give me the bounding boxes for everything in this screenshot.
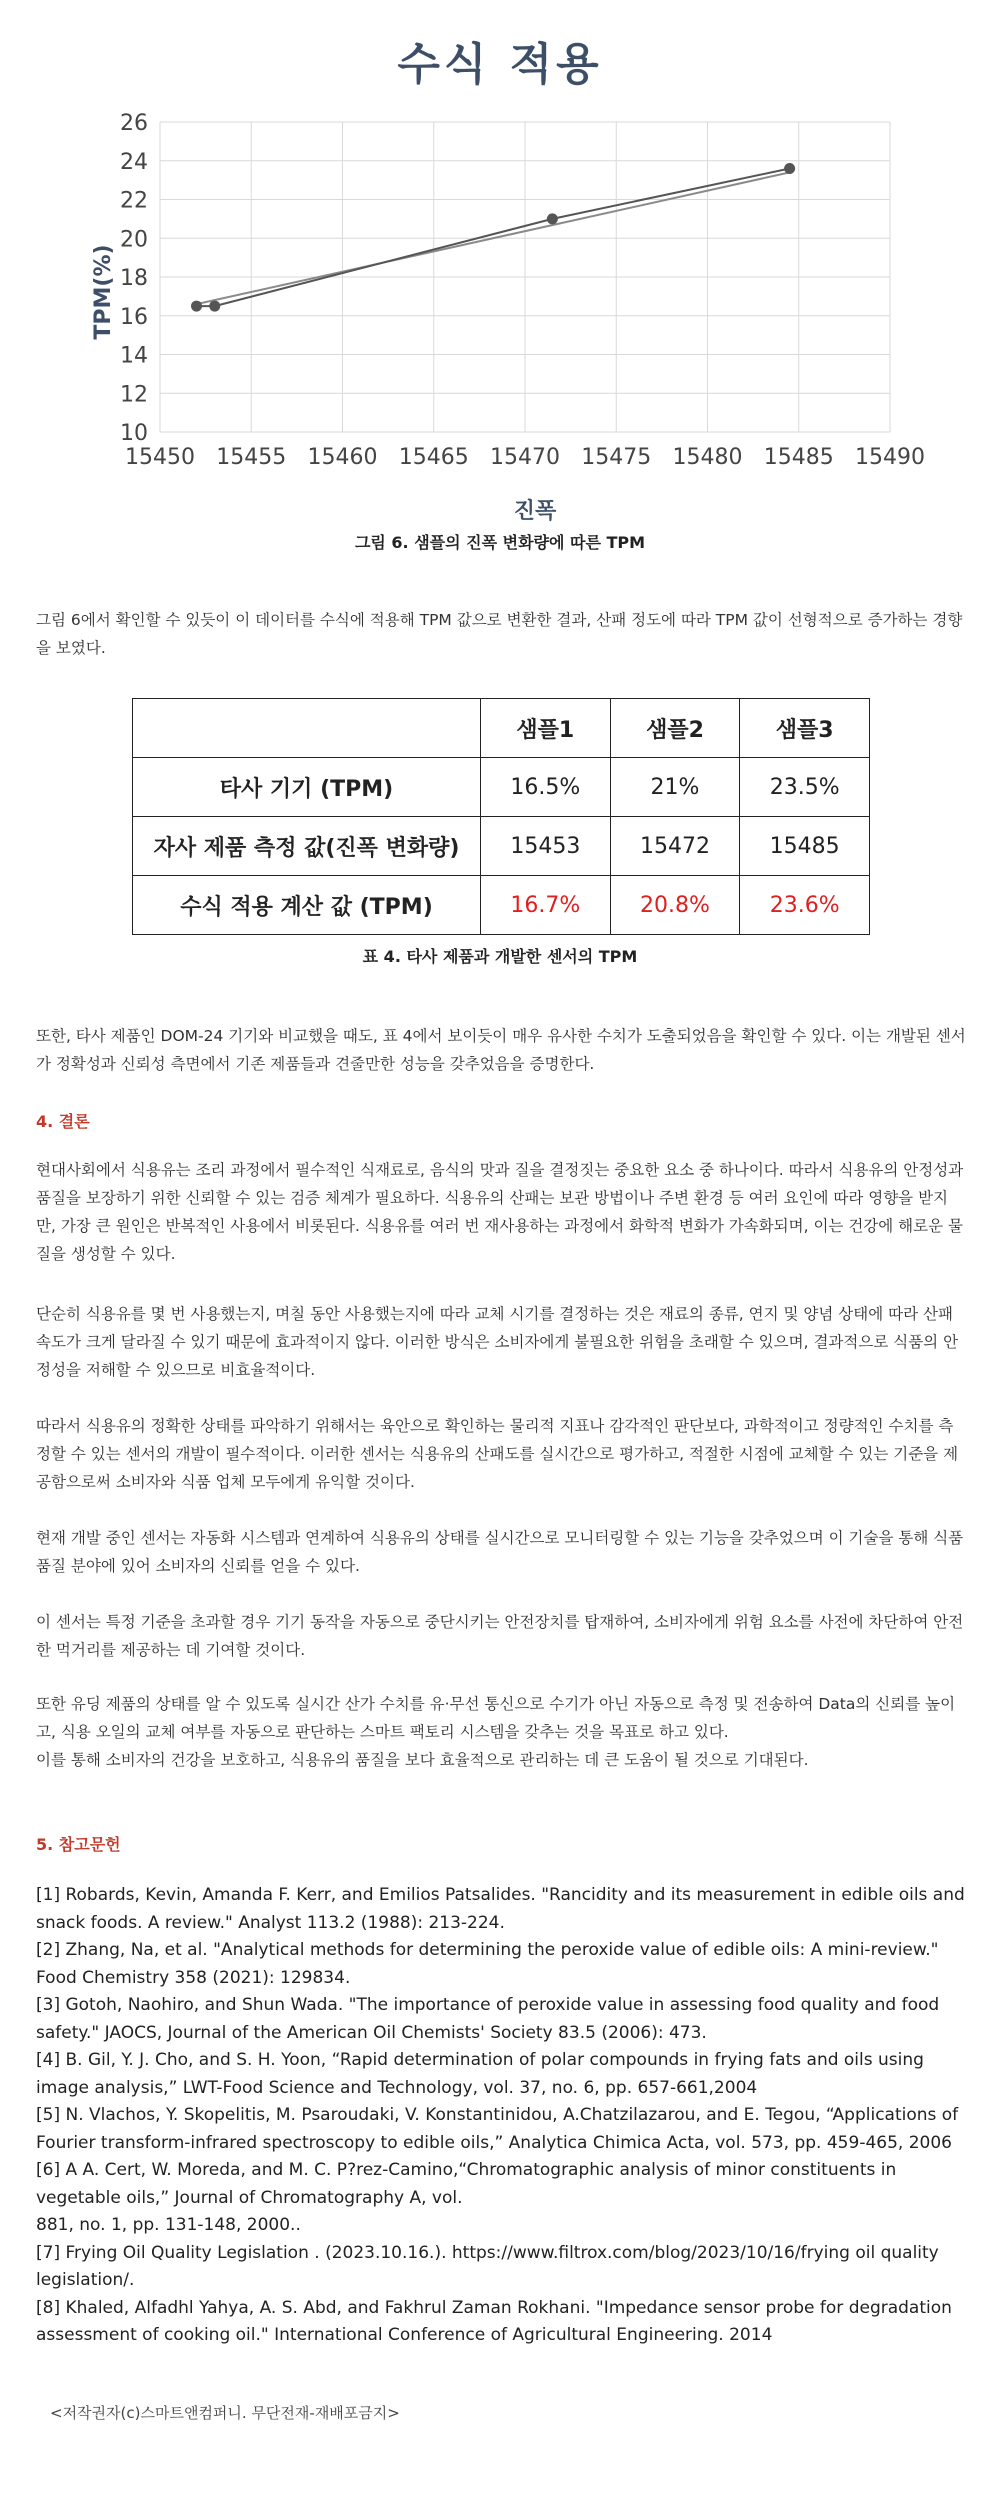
x-axis-label: 진폭 [513,499,557,524]
table-row-header: 타사 기기 (TPM) [133,758,481,817]
reference-item: [6] A A. Cert, W. Moreda, and M. C. P?rez-Camino,“Chromatographic analysis of minor constituents in vegetable oils,” Journal of Chromatography A, vol. [36,2160,897,2208]
table-col-header: 샘플1 [481,699,611,758]
table-row-header: 자사 제품 측정 값(진폭 변화량) [133,817,481,876]
table-cell: 23.5% [740,758,870,817]
table-cell: 15472 [610,817,740,876]
y-tick-label: 16 [120,304,148,330]
table-cell: 21% [610,758,740,817]
y-tick-label: 20 [120,227,148,253]
y-tick-label: 24 [120,149,148,175]
reference-item: [7] Frying Oil Quality Legislation . (2023.10.16.). https://www.filtrox.com/blog/2023/10/16/frying oil quality legislation/. [36,2242,939,2290]
table-col-header: 샘플2 [610,699,740,758]
y-tick-label: 12 [120,382,148,408]
x-tick-label: 15460 [307,445,378,470]
y-tick-labels [120,111,148,446]
data-point [191,301,202,312]
tpm-line-chart [80,100,960,540]
section-heading-conclusion: 4. 결론 [36,1112,90,1131]
reference-item: [4] B. Gil, Y. J. Cho, and S. H. Yoon, “Rapid determination of polar compounds in frying fats and oils using image analysis,” LWT-Food Science and Technology, vol. 37, no. 6, pp. 657-661,2004 [36,2050,924,2098]
y-axis-label: TPM(%) [91,244,116,340]
table-header-row [133,699,870,758]
x-tick-labels [125,445,925,470]
copyright-footer: <저작권자(c)스마트앤컴퍼니. 무단전재-재배포금지> [50,2404,400,2422]
y-tick-label: 18 [120,266,148,291]
data-point [784,163,795,174]
paragraph-comparison: 또한, 타사 제품인 DOM-24 기기와 비교했을 때도, 표 4에서 보이듯이 매우 유사한 수치가 도출되었음을 확인할 수 있다. 이는 개발된 센서가 정확성과 신뢰성 측면에서 기존 제품들과 견줄만한 성능을 갖추었음을 증명한다. [36,1027,966,1073]
table-corner-cell [133,699,481,758]
y-tick-label: 26 [120,111,148,136]
y-tick-label: 22 [120,188,148,214]
table-row-header: 수식 적용 계산 값 (TPM) [133,876,481,935]
x-tick-label: 15450 [125,445,195,470]
y-tick-label: 14 [120,343,148,369]
table-row [133,758,870,817]
data-point [209,301,220,312]
table-caption: 표 4. 타사 제품과 개발한 센서의 TPM [362,947,638,966]
reference-item: [3] Gotoh, Naohiro, and Shun Wada. "The importance of peroxide value in assessing food quality and food safety." JAOCS, Journal of the American Oil Chemists' Society 83.5 (2006): 473. [36,1995,940,2043]
conclusion-paragraph: 현대사회에서 식용유는 조리 과정에서 필수적인 식재료로, 음식의 맛과 질을 결정짓는 중요한 요소 중 하나이다. 따라서 식용유의 안정성과 품질을 보장하기 위한 신뢰할 수 있는 검증 체계가 필요하다. 식용유의 산패는 보관 방법이나 주변 환경 등 여러 요인에 따라 영향을 받지만, 가장 큰 원인은 반복적인 사용에서 비롯된다. 식용유를 여러 번 재사용하는 과정에서 화학적 변화가 가속화되며, 이는 건강에 해로운 물질을 생성할 수 있다. [36,1161,964,1263]
reference-item: [1] Robards, Kevin, Amanda F. Kerr, and Emilios Patsalides. "Rancidity and its measurement in edible oils and snack foods. A review." Analyst 113.2 (1988): 213-224. [36,1885,965,1933]
chart-grid [160,122,890,432]
page-title: 수식 적용 [397,39,603,90]
table-row [133,817,870,876]
x-tick-label: 15465 [398,445,469,470]
conclusion-paragraph: 현재 개발 중인 센서는 자동화 시스템과 연계하여 식용유의 상태를 실시간으로 모니터링할 수 있는 기능을 갖추었으며 이 기술을 통해 식품 품질 분야에 있어 소비자의 신뢰를 얻을 수 있다. [36,1529,964,1575]
table-cell: 16.5% [481,758,611,817]
x-tick-label: 15490 [855,445,925,470]
table-row [133,876,870,935]
reference-item: [2] Zhang, Na, et al. "Analytical methods for determining the peroxide value of edible oils: A mini-review." Food Chemistry 358 (2021): 129834. [36,1940,939,1988]
x-tick-label: 15455 [216,445,287,470]
figure-caption: 그림 6. 샘플의 진폭 변화량에 따른 TPM [354,533,646,552]
reference-item: [8] Khaled, Alfadhl Yahya, A. S. Abd, and Fakhrul Zaman Rokhani. "Impedance sensor probe for degradation assessment of cooking oil." International Conference of Agricultural Engineering. 2014 [36,2297,952,2345]
reference-item: [5] N. Vlachos, Y. Skopelitis, M. Psaroudaki, V. Konstantinidou, A.Chatzilazarou, and E. Tegou, “Applications of Fourier transform-infrared spectroscopy to edible oils,” Analytica Chimica Acta, vol. 573, pp. 459-465, 2006 [36,2105,959,2153]
table-col-header: 샘플3 [740,699,870,758]
comparison-table [132,698,870,935]
conclusion-paragraph: 또한 유딩 제품의 상태를 알 수 있도록 실시간 산가 수치를 유·무선 통신으로 수기가 아닌 자동으로 측정 및 전송하여 Data의 신뢰를 높이고, 식용 오일의 교체 여부를 자동으로 판단하는 스마트 팩토리 시스템을 갖추는 것을 목표로 하고 있다. [36,1695,956,1741]
table-cell-highlight: 20.8% [610,876,740,935]
table-cell-highlight: 23.6% [740,876,870,935]
section-heading-references: 5. 참고문헌 [36,1835,121,1854]
conclusion-paragraph: 따라서 식용유의 정확한 상태를 파악하기 위해서는 육안으로 확인하는 물리적 지표나 감각적인 판단보다, 과학적이고 정량적인 수치를 측정할 수 있는 센서의 개발이 필수적이다. 이러한 센서는 식용유의 산패도를 실시간으로 평가하고, 적절한 시점에 교체할 수 있는 기준을 제공함으로써 소비자와 식품 업체 모두에게 유익할 것이다. [36,1417,959,1491]
x-tick-label: 15475 [581,445,652,470]
conclusion-paragraph: 이 센서는 특정 기준을 초과할 경우 기기 동작을 자동으로 중단시키는 안전장치를 탑재하여, 소비자에게 위험 요소를 사전에 차단하여 안전한 먹거리를 제공하는 데 기여할 것이다. [36,1613,964,1659]
reference-item: 881, no. 1, pp. 131-148, 2000.. [36,2215,301,2235]
x-tick-label: 15470 [490,445,560,470]
y-tick-label: 10 [120,421,148,446]
table-cell: 15485 [740,817,870,876]
table-cell: 15453 [481,817,611,876]
x-tick-label: 15480 [672,445,743,470]
data-point [547,213,558,224]
x-tick-label: 15485 [763,445,834,470]
conclusion-paragraph: 이를 통해 소비자의 건강을 보호하고, 식용유의 품질을 보다 효율적으로 관리하는 데 큰 도움이 될 것으로 기대된다. [36,1751,809,1769]
table-cell-highlight: 16.7% [481,876,611,935]
conclusion-paragraph: 단순히 식용유를 몇 번 사용했는지, 며칠 동안 사용했는지에 따라 교체 시기를 결정하는 것은 재료의 종류, 연지 및 양념 상태에 따라 산패 속도가 크게 달라질 수 있기 때문에 효과적이지 않다. 이러한 방식은 소비자에게 불필요한 위험을 초래할 수 있으며, 결과적으로 식품의 안정성을 저해할 수 있으므로 비효율적이다. [36,1305,959,1379]
reference-list [36,1882,976,2350]
paragraph-intro: 그림 6에서 확인할 수 있듯이 이 데이터를 수식에 적용해 TPM 값으로 변환한 결과, 산패 정도에 따라 TPM 값이 선형적으로 증가하는 경향을 보였다. [36,611,963,657]
